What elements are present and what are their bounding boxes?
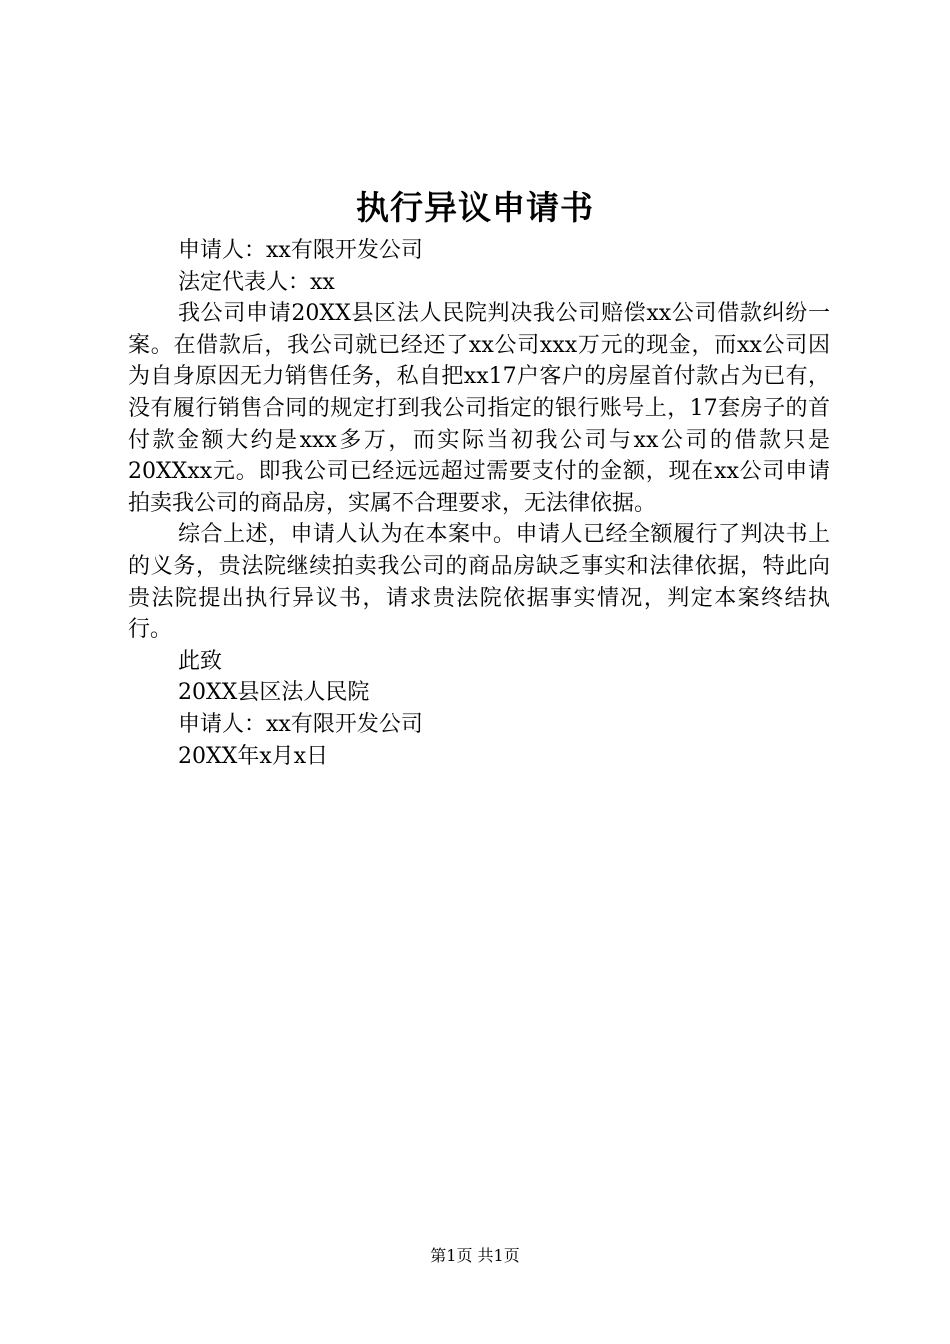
closing-salutation: 此致 [178,648,223,674]
date-line: 20XX年x月x日 [178,743,329,769]
signature-line: 申请人：xx有限开发公司 [178,711,423,737]
document-body [128,235,830,772]
paragraph-facts: 我公司申请20XX县区法人民院判决我公司赔偿xx公司借款纠纷一案。在借款后，我公司就已经还了xx公司xxx万元的现金，而xx公司因为自身原因无力销售任务，私自把xx17户客户的房屋首付款占为已有，没有履行销售合同的规定打到我公司指定的银行账号上，17套房子的首付款金额大约是xxx多万，而实际当初我公司与xx公司的借款只是20XXxx元。即我公司已经远远超过需要支付的金额，现在xx公司申请拍卖我公司的商品房，实属不合理要求，无法律依据。 [128,301,830,516]
recipient-court: 20XX县区法人民院 [178,680,370,706]
representative-line: 法定代表人：xx [178,269,335,295]
document-title: 执行异议申请书 [356,188,594,227]
applicant-line: 申请人：xx有限开发公司 [178,238,423,263]
paragraph-conclusion: 综合上述，申请人认为在本案中。申请人已经全额履行了判决书上的义务，贵法院继续拍卖我公司的商品房缺乏事实和法律依据，特此向贵法院提出执行异议书，请求贵法院依据事实情况，判定本案终结执行。 [128,522,830,643]
page-footer: 第1页 共1页 [430,1246,520,1265]
